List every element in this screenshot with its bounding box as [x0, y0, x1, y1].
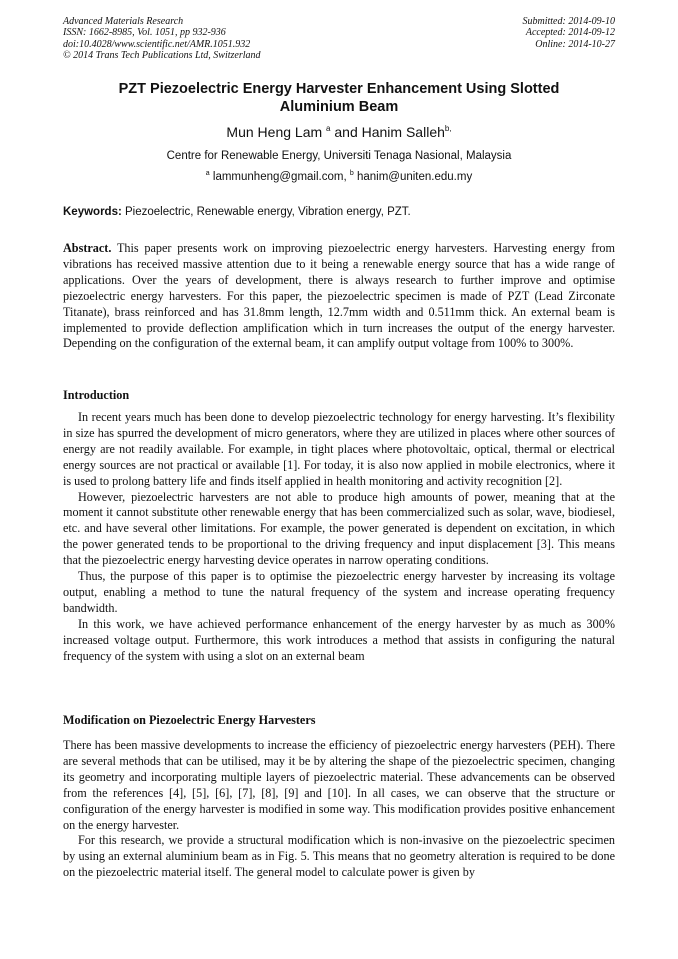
keywords-label: Keywords:	[63, 206, 122, 218]
submission-dates-header	[523, 16, 616, 50]
email-2-marker: b	[349, 170, 354, 177]
paper-title-line-2: Aluminium Beam	[279, 99, 399, 115]
submitted-date: Submitted: 2014-09-10	[522, 16, 615, 27]
email-1: lammunheng@gmail.com,	[212, 171, 347, 183]
abstract-text: This paper presents work on improving piezoelectric energy harvesters. Harvesting energy from vibrations has received massive attention due to it being a renewable energy source that has a wide range of applications. Over the years of development, there is always research to further improve and optimise piezoelectric energy harvesters. For this paper, the piezoelectric specimen is made of PZT (Lead Zirconate Titanate), brass reinforced and has 31.8mm length, 12.7mm width and 0.511mm thick. An external beam is implemented to provide deflection amplification which in turn increases the output of the energy harvester. Depending on the configuration of the external beam, it can amplify output voltage from 100% to 300%.	[63, 241, 615, 351]
section-body-introduction	[63, 410, 615, 665]
paragraph: For this research, we provide a structural modification which is non-invasive on the piezoelectric specimen by using an external aluminium beam as in Fig. 5. This means that no geometry alteration is required to be done on the piezoelectric material itself. The general model to calculate power is given by	[63, 833, 615, 880]
accepted-date: Accepted: 2014-09-12	[525, 27, 615, 39]
journal-name: Advanced Materials Research	[63, 16, 184, 27]
online-date: Online: 2014-10-27	[535, 38, 615, 50]
keywords-text: Piezoelectric, Renewable energy, Vibration energy, PZT.	[125, 206, 411, 218]
paragraph: Thus, the purpose of this paper is to optimise the piezoelectric energy harvester by increasing its voltage output, enabling a method to tune the natural frequency of the system and increase operating frequency bandwidth.	[63, 569, 615, 615]
journal-info-header	[63, 16, 261, 61]
affiliation: Centre for Renewable Energy, Universiti Tenaga Nasional, Malaysia	[166, 150, 512, 162]
paragraph: However, piezoelectric harvesters are not able to produce high amounts of power, meaning that at the moment it cannot substitute other renewable energy that has been commercialized such as solar, wave, biodiesel, etc. and have several other limitations. For example, the power generated is dependent on excitation, in which the power generated tends to be proportional to the driving frequency and input displacement [3]. This means that the piezoelectric energy harvesting device operates in narrow operating conditions.	[63, 489, 615, 568]
email-2: hanim@uniten.edu.my	[356, 171, 473, 183]
author-2-marker: b,	[444, 124, 452, 133]
journal-issn: ISSN: 1662-8985, Vol. 1051, pp 932-936	[63, 27, 226, 39]
paper-title	[63, 80, 615, 116]
section-body-modification	[63, 738, 615, 881]
author-list	[63, 123, 615, 141]
author-2: Hanim Salleh	[361, 124, 445, 140]
journal-doi: doi:10.4028/www.scientific.net/AMR.1051.932	[63, 38, 251, 50]
author-emails	[63, 170, 615, 185]
section-heading-modification: Modification on Piezoelectric Energy Harvesters	[63, 713, 316, 727]
paragraph: In this work, we have achieved performance enhancement of the energy harvester by as much as 300% increased voltage output. Furthermore, this work introduces a method that assists in configuring the natural frequency of the system with using a slot on an external beam	[63, 616, 615, 663]
paragraph: In recent years much has been done to develop piezoelectric technology for energy harvesting. It’s flexibility in size has spurred the development of micro generators, where they are utilized in places where other sources of energy are not readily available. For example, in tight places where photovoltaic, optical, thermal or electrical energy sources are not practical or available [1]. For today, it is also now applied in mobile electronics, where it is used to prolong battery life and finds itself applied in health monitoring and activity recognition [2].	[63, 410, 615, 488]
email-1-marker: a	[205, 170, 210, 177]
abstract-label: Abstract.	[63, 241, 112, 255]
section-heading-introduction: Introduction	[63, 388, 130, 402]
journal-copyright: © 2014 Trans Tech Publications Ltd, Switzerland	[63, 49, 261, 61]
author-1-marker: a	[326, 124, 331, 133]
author-conjunction: and	[334, 124, 358, 140]
keywords	[63, 205, 615, 220]
abstract	[63, 241, 615, 352]
paper-title-line-1: PZT Piezoelectric Energy Harvester Enhancement Using Slotted	[118, 81, 560, 97]
author-1: Mun Heng Lam	[226, 124, 323, 140]
paragraph: There has been massive developments to increase the efficiency of piezoelectric energy harvesters (PEH). There are several methods that can be utilised, may it be by altering the shape of the piezoelectric specimen, changing its geometry and incorporating multiple layers of piezoelectric material. These advancements can be observed from the references [4], [5], [6], [7], [8], [9] and [10]. In all cases, we can observe that the structure or configuration of the energy harvester is modified in some way. This modification provides positive enhancement on the energy harvester.	[63, 738, 615, 832]
